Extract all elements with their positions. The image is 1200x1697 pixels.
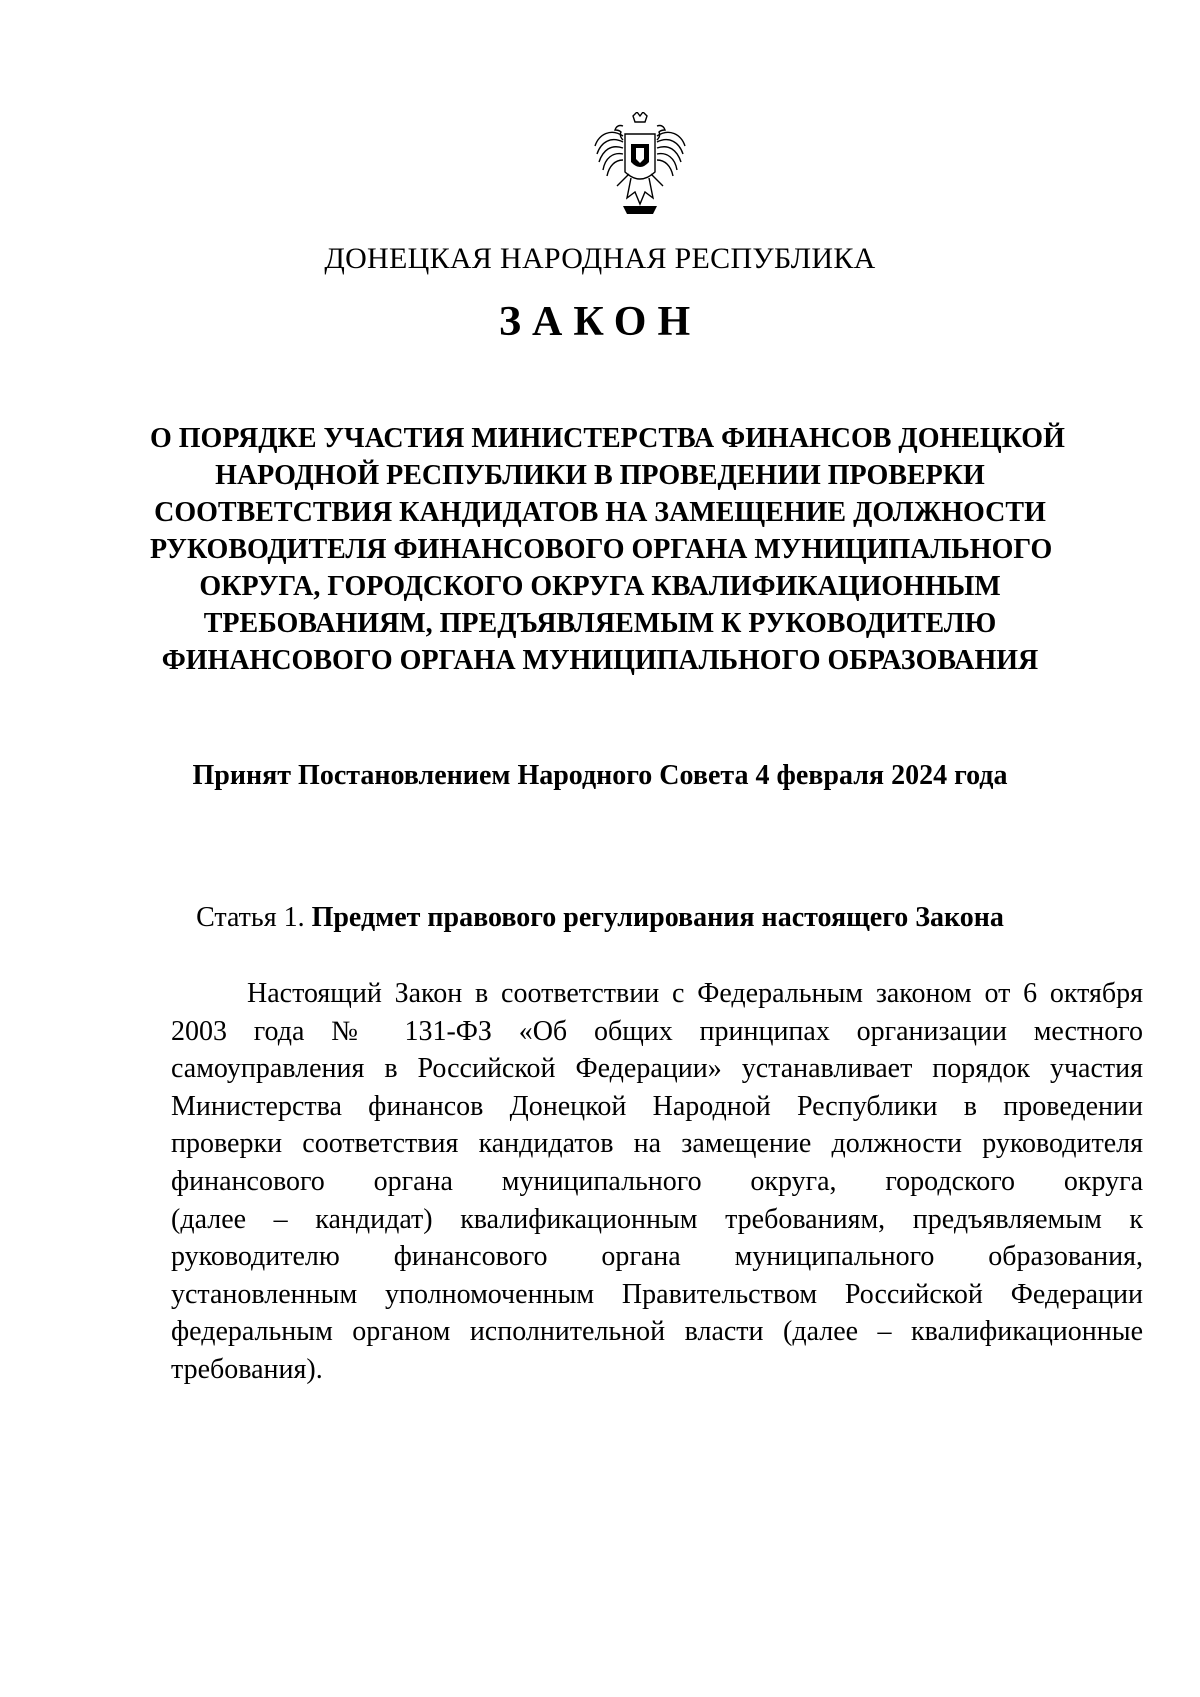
article-text-line: Министерства финансов Донецкой Народной Республики в проведении [171, 1090, 1143, 1122]
article-text-line: требования). [171, 1353, 323, 1385]
law-name-line: ФИНАНСОВОГО ОРГАНА МУНИЦИПАЛЬНОГО ОБРАЗОВАНИЯ [161, 645, 1039, 676]
law-name-line: ТРЕБОВАНИЯМ, ПРЕДЪЯВЛЯЕМЫМ К РУКОВОДИТЕЛЮ [203, 608, 997, 639]
law-name-line: ОКРУГА, ГОРОДСКОГО ОКРУГА КВАЛИФИКАЦИОННЫМ [199, 571, 1001, 602]
law-name-line: О ПОРЯДКЕ УЧАСТИЯ МИНИСТЕРСТВА ФИНАНСОВ ДОНЕЦКОЙ [150, 423, 1065, 454]
double-headed-eagle-icon [593, 112, 687, 216]
republic-name: ДОНЕЦКАЯ НАРОДНАЯ РЕСПУБЛИКА [324, 242, 876, 275]
article-number: Статья 1. [196, 902, 305, 933]
article-1-heading [0, 902, 1200, 934]
law-name-line: СООТВЕТСТВИЯ КАНДИДАТОВ НА ЗАМЕЩЕНИЕ ДОЛЖНОСТИ [154, 497, 1046, 528]
article-text-line: (далее – кандидат) квалификационным требованиям, предъявляемым к [171, 1203, 1143, 1235]
article-text-line: самоуправления в Российской Федерации» устанавливает порядок участия [171, 1053, 1143, 1085]
article-1-text [171, 975, 1143, 1389]
article-text-line: финансового органа муниципального округа, городского округа [171, 1165, 1143, 1197]
article-text-line: установленным уполномоченным Правительством Российской Федерации [171, 1278, 1143, 1310]
law-name-line: НАРОДНОЙ РЕСПУБЛИКИ В ПРОВЕДЕНИИ ПРОВЕРКИ [215, 460, 985, 491]
article-text-line: Настоящий Закон в соответствии с Федеральным законом от 6 октября [247, 978, 1143, 1009]
article-text-line: руководителю финансового органа муниципального образования, [171, 1241, 1143, 1273]
article-text-line: федеральным органом исполнительной власти (далее – квалификационные [171, 1316, 1143, 1348]
document-type-title: ЗАКОН [498, 299, 702, 345]
law-name [150, 420, 1065, 679]
article-text-line: проверки соответствия кандидатов на замещение должности руководителя [171, 1128, 1143, 1160]
article-title: Предмет правового регулирования настоящего Закона [311, 902, 1004, 933]
law-name-line: РУКОВОДИТЕЛЯ ФИНАНСОВОГО ОРГАНА МУНИЦИПАЛЬНОГО [150, 534, 1053, 565]
adoption-statement: Принят Постановлением Народного Совета 4 февраля 2024 года [192, 760, 1008, 791]
article-text-line: 2003 года № 131-ФЗ «Об общих принципах организации местного [171, 1015, 1143, 1047]
coat-of-arms-emblem [593, 112, 687, 216]
